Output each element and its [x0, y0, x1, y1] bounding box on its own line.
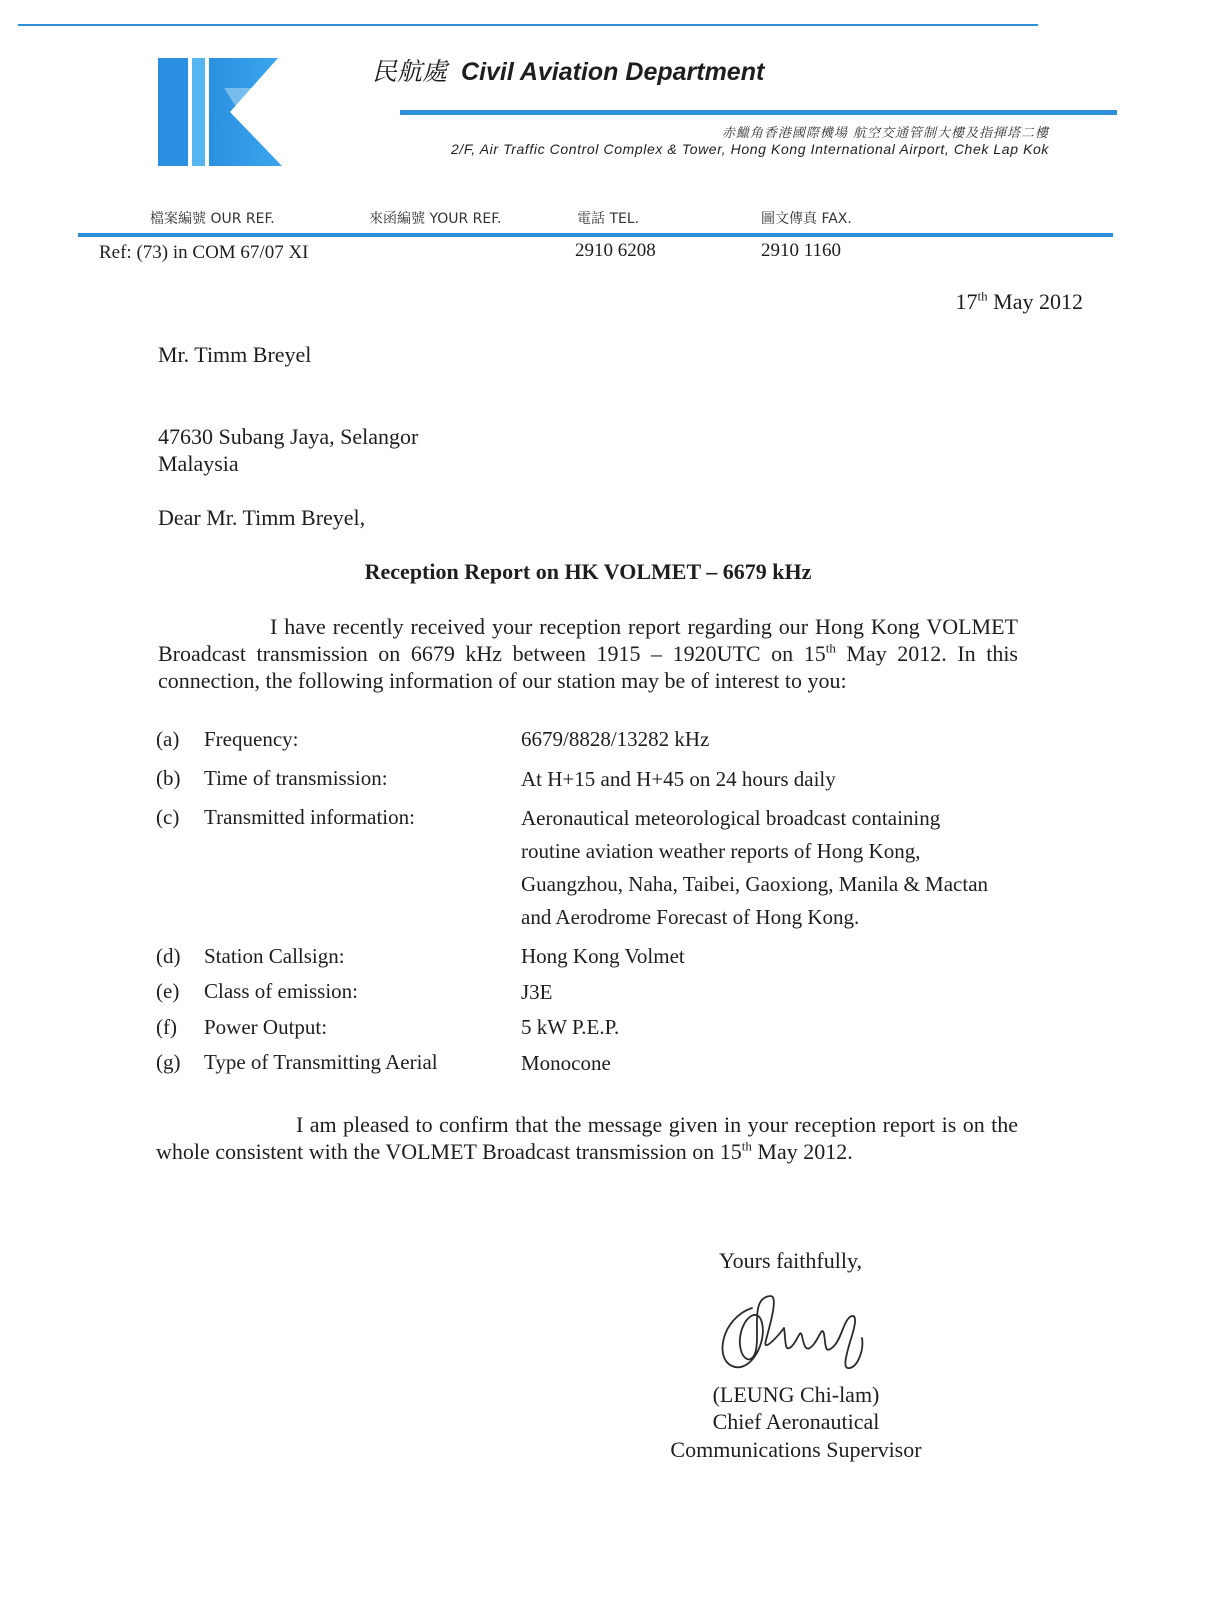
item-letter: (a)	[156, 727, 180, 751]
our-ref-label: 檔案編號 OUR REF.	[150, 211, 275, 227]
item-value: J3E	[521, 980, 553, 1004]
fax-value: 2910 1160	[761, 240, 842, 261]
recipient-name: Mr. Timm Breyel	[158, 342, 312, 367]
item-letter: (d)	[156, 944, 181, 968]
item-label: Power Output:	[204, 1015, 328, 1039]
paragraph-confirmation-text: I am pleased to confirm that the message given in your reception report is on the whole consistent with the VOLMET Broadcast transmission on 15	[156, 1112, 1018, 1164]
item-label: Frequency:	[204, 727, 299, 751]
item-letter: (c)	[156, 805, 180, 829]
date-month-year: May 2012	[987, 289, 1083, 314]
tel-value: 2910 6208	[575, 240, 656, 261]
address-english: 2/F, Air Traffic Control Complex & Tower, Hong Kong International Airport, Chek Lap Kok	[451, 141, 1049, 157]
top-border-line	[18, 24, 1038, 26]
item-value: 5 kW P.E.P.	[521, 1015, 620, 1039]
reference-rule	[78, 233, 1113, 237]
fax-label: 圖文傳真 FAX.	[761, 211, 852, 227]
item-label: Class of emission:	[204, 979, 359, 1003]
paragraph-intro-text-end: May 2012. In this connection, the following information of our station may be of interest to you:	[158, 641, 1018, 693]
item-value: At H+15 and H+45 on 24 hours daily	[521, 767, 836, 791]
our-ref-value: Ref: (73) in COM 67/07 XI	[99, 242, 309, 263]
item-letter: (f)	[156, 1015, 177, 1039]
handwritten-signature	[712, 1288, 872, 1378]
department-name-english: Civil Aviation Department	[461, 58, 765, 86]
your-ref-label: 來函編號 YOUR REF.	[369, 211, 502, 227]
item-label: Type of Transmitting Aerial	[204, 1050, 438, 1074]
item-label: Transmitted information:	[204, 805, 415, 829]
letterhead-rule	[400, 110, 1117, 115]
paragraph-confirmation-text-end: May 2012.	[751, 1139, 853, 1164]
tel-label: 電話 TEL.	[577, 211, 640, 227]
item-value: Monocone	[521, 1051, 611, 1075]
paragraph-intro-sup: th	[825, 640, 836, 656]
signer-title-line2: Communications Supervisor	[670, 1437, 922, 1462]
item-letter: (e)	[156, 979, 180, 1003]
department-name-chinese: 民航處	[372, 57, 448, 86]
date-suffix: th	[977, 288, 988, 304]
recipient-address-line2: Malaysia	[158, 451, 239, 476]
address-chinese: 赤鱲角香港國際機場 航空交通管制大樓及指揮塔二樓	[721, 126, 1049, 141]
salutation: Dear Mr. Timm Breyel,	[158, 505, 366, 530]
item-label: Station Callsign:	[204, 944, 345, 968]
item-label: Time of transmission:	[204, 766, 388, 790]
letter-date	[956, 288, 1083, 315]
item-letter: (b)	[156, 766, 181, 790]
item-letter: (g)	[156, 1050, 181, 1074]
item-value: Aeronautical meteorological broadcast containing routine aviation weather reports of Hong Kong, Guangzhou, Naha, Taibei, Gaoxiong, Manila & Mactan and Aerodrome Forecast of Hong Kong.	[521, 806, 989, 929]
paragraph-confirmation	[156, 1111, 1018, 1165]
date-day: 17	[955, 289, 978, 314]
paragraph-confirmation-sup: th	[741, 1138, 752, 1154]
paragraph-intro	[158, 613, 1018, 694]
valediction: Yours faithfully,	[719, 1248, 863, 1273]
signer-title-line1: Chief Aeronautical	[712, 1409, 880, 1434]
item-value: 6679/8828/13282 kHz	[521, 727, 710, 751]
paragraph-intro-text: I have recently received your reception report regarding our Hong Kong VOLMET Broadcast transmission on 6679 kHz between 1915 – 1920UTC on 15	[158, 614, 1018, 666]
department-title	[372, 52, 764, 88]
item-value: Hong Kong Volmet	[521, 944, 685, 968]
cad-k-logo	[158, 58, 284, 166]
recipient-address-line1: 47630 Subang Jaya, Selangor	[158, 424, 419, 449]
signer-name: (LEUNG Chi-lam)	[712, 1382, 880, 1407]
subject-line: Reception Report on HK VOLMET – 6679 kHz	[364, 559, 812, 584]
